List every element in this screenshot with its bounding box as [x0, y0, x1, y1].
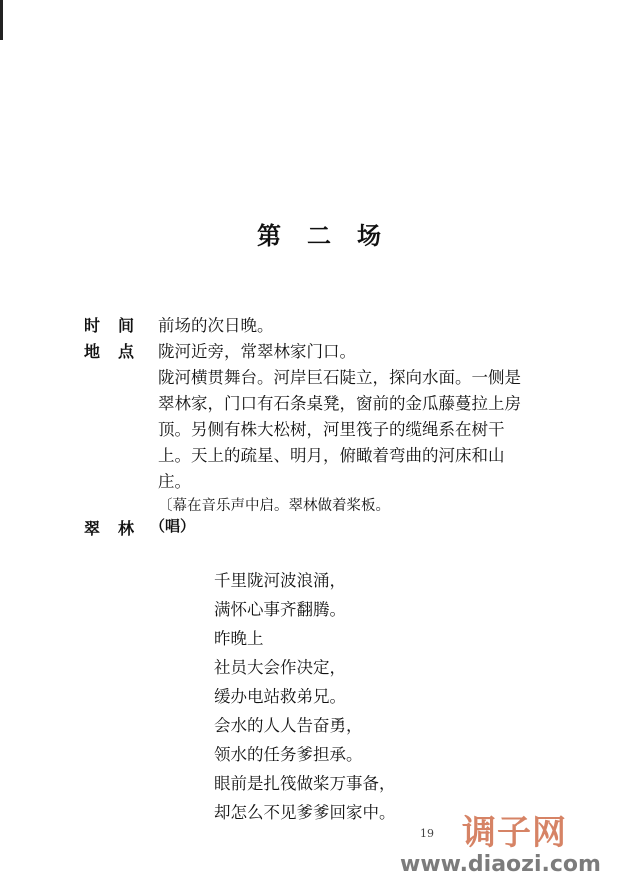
description-line: 顶。另侧有株大松树，河里筏子的缆绳系在树干: [158, 420, 505, 439]
verse-line: 缓办电站救弟兄。: [214, 687, 346, 706]
verse-line: 昨晚上: [214, 629, 264, 648]
title-char: 场: [357, 221, 383, 250]
speaker-name: [84, 516, 134, 539]
watermark-logo: 调子网: [462, 813, 567, 853]
place-label-char: 点: [118, 342, 135, 361]
verse-line: 会水的人人告奋勇，: [214, 716, 363, 735]
place-label-char: 地: [84, 342, 101, 361]
page-number: 19: [420, 827, 434, 840]
verse-line: 社员大会作决定，: [214, 658, 346, 677]
place-label: [84, 339, 134, 362]
verse-line: 领水的任务爹担承。: [214, 745, 363, 764]
verse-line: 千里陇河波浪涌，: [214, 571, 346, 590]
time-text: 前场的次日晚。: [158, 316, 274, 335]
description-line: 庄。: [158, 472, 191, 491]
scan-edge-mark: [0, 0, 3, 40]
watermark-url: www.diaozi.com: [400, 852, 601, 877]
description-line: 上。天上的疏星、明月，俯瞰着弯曲的河床和山: [158, 446, 505, 465]
speaker-name-char: 翠: [84, 519, 101, 538]
scene-title: [0, 216, 640, 251]
verse-line: 却怎么不见爹爹回家中。: [214, 803, 396, 822]
title-char: 第: [257, 221, 283, 250]
speaker-note: （唱）: [150, 517, 196, 535]
stage-direction: 〔幕在音乐声中启。翠林做着桨板。: [158, 498, 390, 514]
place-text: 陇河近旁，常翠林家门口。: [158, 342, 356, 361]
description-line: 翠林家，门口有石条桌凳，窗前的金瓜藤蔓拉上房: [158, 394, 521, 413]
speaker-name-char: 林: [118, 519, 135, 538]
time-label-char: 间: [118, 316, 135, 335]
verse-line: 眼前是扎筏做桨万事备，: [214, 774, 396, 793]
title-char: 二: [307, 221, 333, 250]
verse-line: 满怀心事齐翻腾。: [214, 600, 346, 619]
description-line: 陇河横贯舞台。河岸巨石陡立，探向水面。一侧是: [158, 368, 521, 387]
time-label: [84, 313, 134, 336]
time-label-char: 时: [84, 316, 101, 335]
